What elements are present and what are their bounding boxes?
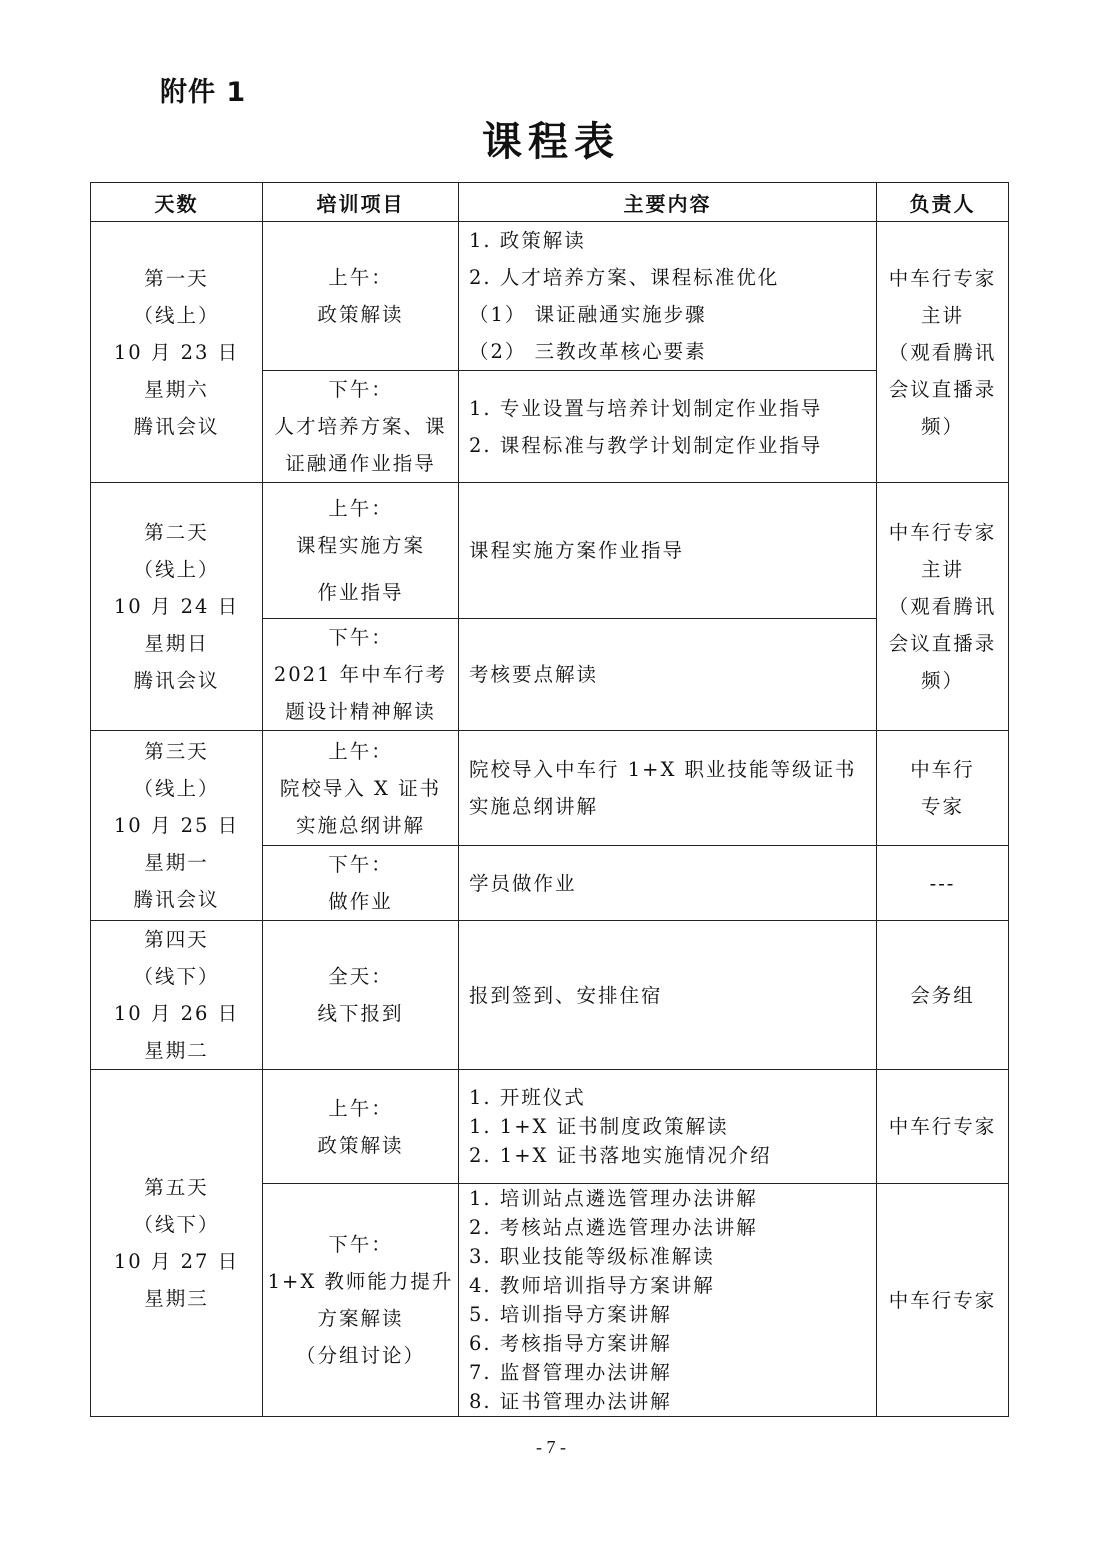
day-line: 第二天 — [144, 521, 209, 544]
item-cell — [263, 1184, 459, 1417]
content-line: 2. 人才培养方案、课程标准优化 — [469, 266, 780, 289]
day-line: 10 月 26 日 — [113, 1002, 240, 1025]
content-line: 2. 课程标准与教学计划制定作业指导 — [469, 433, 823, 457]
content-line: （2） 三教改革核心要素 — [469, 340, 707, 363]
owner-line: （观看腾讯 — [888, 340, 997, 364]
owner-cell — [877, 731, 1009, 846]
day-line: 第三天 — [144, 740, 209, 763]
day-line: 10 月 25 日 — [113, 814, 240, 837]
day-line: 10 月 27 日 — [113, 1250, 240, 1273]
day-line: 星期二 — [144, 1039, 209, 1062]
day-line: 星期日 — [144, 632, 209, 655]
item-line: 上午： — [328, 266, 393, 289]
table-header-row — [91, 183, 1009, 222]
item-cell — [263, 483, 459, 619]
item-line: 2021 年中车行考 — [273, 663, 448, 686]
table-row — [91, 1070, 1009, 1184]
table-row — [91, 222, 1009, 371]
content-line: 1. 开班仪式 — [469, 1086, 586, 1109]
day-line: 星期三 — [144, 1287, 209, 1310]
owner-line: 中车行专家 — [888, 1115, 997, 1138]
content-line: 报到签到、安排住宿 — [469, 983, 663, 1007]
day-cell — [91, 731, 263, 921]
content-cell — [459, 619, 877, 731]
page-number: - 7 - — [536, 1437, 566, 1457]
day-line: （线上） — [133, 777, 220, 800]
item-line: 上午： — [328, 739, 393, 763]
content-cell — [459, 371, 877, 483]
item-line: 证融通作业指导 — [285, 452, 436, 475]
day-line: 10 月 23 日 — [113, 340, 240, 364]
item-line: 上午： — [328, 497, 393, 520]
item-line: 做作业 — [328, 890, 393, 913]
day-line: 星期一 — [144, 851, 209, 874]
day-line: 第五天 — [144, 1176, 209, 1199]
content-line: 1. 培训站点遴选管理办法讲解 — [469, 1187, 758, 1210]
attachment-label: 附件 1 — [160, 77, 247, 108]
content-line: 实施总纲讲解 — [469, 795, 599, 818]
owner-line: 会务组 — [910, 983, 975, 1007]
owner-cell — [877, 921, 1009, 1070]
owner-line: 频） — [920, 414, 964, 438]
content-line: 8. 证书管理办法讲解 — [469, 1390, 672, 1413]
owner-line: 中车行 — [910, 758, 975, 781]
item-line: 题设计精神解读 — [285, 700, 436, 723]
content-line: （1） 课证融通实施步骤 — [469, 303, 707, 326]
item-line: 院校导入 X 证书 — [279, 776, 442, 800]
owner-cell — [877, 1184, 1009, 1417]
owner-line: 中车行专家 — [888, 521, 997, 544]
item-line: 作业指导 — [317, 581, 404, 604]
table-row — [91, 483, 1009, 619]
item-line: 政策解读 — [317, 303, 404, 326]
item-line: 全天： — [328, 965, 393, 988]
table-row — [91, 921, 1009, 1070]
content-line: 2. 考核站点遴选管理办法讲解 — [469, 1216, 758, 1239]
content-line: 院校导入中车行 1+X 职业技能等级证书 — [469, 758, 857, 781]
owner-line: 会议直播录 — [888, 377, 997, 401]
content-cell — [459, 1070, 877, 1184]
content-line: 2. 1+X 证书落地实施情况介绍 — [469, 1144, 772, 1167]
owner-cell — [877, 222, 1009, 483]
item-line: 实施总纲讲解 — [295, 813, 425, 837]
content-line: 1. 1+X 证书制度政策解读 — [469, 1115, 729, 1138]
item-line: 方案解读 — [317, 1307, 404, 1330]
item-line: 下午： — [328, 378, 393, 401]
owner-line: --- — [929, 871, 956, 895]
column-header-owner: 负责人 — [877, 183, 1009, 222]
content-cell — [459, 846, 877, 921]
content-line: 7. 监督管理办法讲解 — [469, 1361, 672, 1384]
content-line: 3. 职业技能等级标准解读 — [469, 1245, 715, 1268]
column-header-content: 主要内容 — [459, 183, 877, 222]
owner-cell — [877, 1070, 1009, 1184]
item-cell — [263, 846, 459, 921]
owner-line: 中车行专家 — [888, 266, 997, 290]
table-row — [91, 731, 1009, 846]
item-cell — [263, 731, 459, 846]
content-cell — [459, 483, 877, 619]
owner-line: 专家 — [920, 795, 964, 818]
day-line: 腾讯会议 — [133, 669, 220, 692]
content-line: 6. 考核指导方案讲解 — [469, 1332, 672, 1355]
content-cell — [459, 921, 877, 1070]
day-line: 10 月 24 日 — [113, 595, 240, 618]
item-cell — [263, 619, 459, 731]
content-line: 学员做作业 — [469, 871, 577, 895]
item-line: 政策解读 — [317, 1133, 404, 1157]
day-line: （线下） — [133, 965, 220, 988]
owner-line: （观看腾讯 — [888, 595, 997, 618]
schedule-table — [90, 182, 1009, 1417]
day-cell — [91, 483, 263, 731]
owner-cell — [877, 483, 1009, 731]
day-cell — [91, 921, 263, 1070]
item-cell — [263, 921, 459, 1070]
item-line: 线下报到 — [317, 1002, 404, 1025]
column-header-item: 培训项目 — [263, 183, 459, 222]
day-line: 第一天 — [144, 266, 209, 290]
content-line: 5. 培训指导方案讲解 — [469, 1303, 672, 1326]
item-line: 1+X 教师能力提升 — [267, 1270, 454, 1293]
item-line: （分组讨论） — [295, 1344, 425, 1367]
day-line: （线上） — [133, 303, 220, 327]
content-line: 4. 教师培训指导方案讲解 — [469, 1274, 715, 1297]
item-cell — [263, 222, 459, 371]
owner-line: 中车行专家 — [888, 1288, 997, 1312]
item-line: 下午： — [328, 853, 393, 876]
day-line: 星期六 — [144, 377, 209, 401]
item-line: 下午： — [328, 626, 393, 649]
content-line: 考核要点解读 — [469, 663, 599, 686]
owner-line: 主讲 — [920, 558, 964, 581]
owner-line: 会议直播录 — [888, 632, 997, 655]
day-line: （线上） — [133, 558, 220, 581]
item-line: 课程实施方案 — [295, 534, 425, 557]
day-line: （线下） — [133, 1213, 220, 1236]
column-header-day: 天数 — [91, 183, 263, 222]
content-cell — [459, 731, 877, 846]
page-title: 课程表 — [482, 119, 620, 165]
content-cell — [459, 1184, 877, 1417]
content-line: 1. 政策解读 — [469, 229, 586, 252]
item-cell — [263, 371, 459, 483]
item-line: 人才培养方案、课 — [274, 415, 447, 438]
owner-line: 频） — [920, 669, 964, 692]
content-line: 课程实施方案作业指导 — [469, 539, 685, 562]
day-line: 腾讯会议 — [133, 414, 220, 438]
content-cell — [459, 222, 877, 371]
day-cell — [91, 222, 263, 483]
owner-cell — [877, 846, 1009, 921]
day-line: 腾讯会议 — [133, 888, 220, 911]
item-line: 上午： — [328, 1096, 393, 1120]
day-line: 第四天 — [144, 928, 209, 951]
item-cell — [263, 1070, 459, 1184]
day-cell — [91, 1070, 263, 1417]
content-line: 1. 专业设置与培养计划制定作业指导 — [469, 396, 823, 420]
item-line: 下午： — [328, 1233, 393, 1256]
owner-line: 主讲 — [920, 303, 964, 327]
